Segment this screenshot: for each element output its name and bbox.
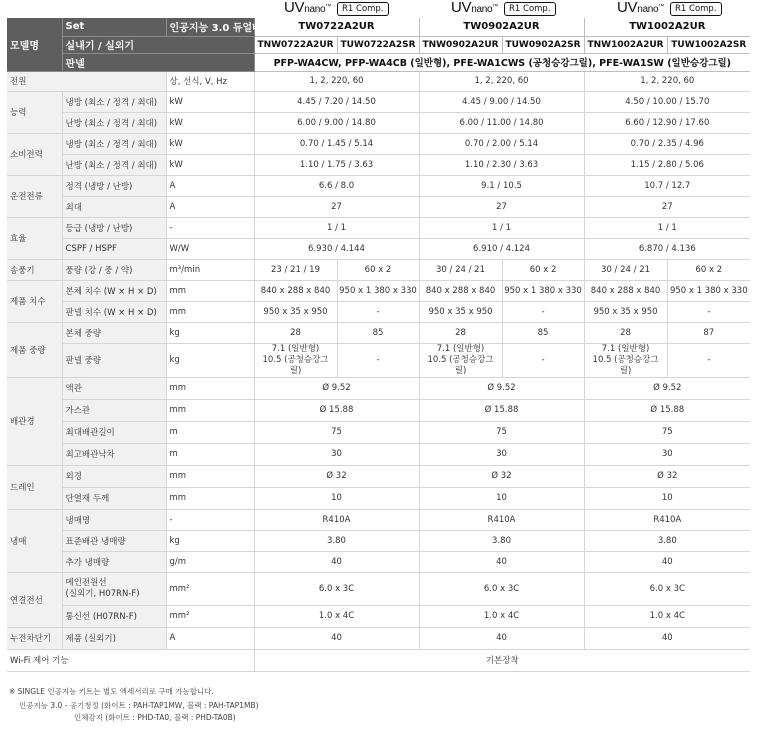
item-label: 난방 (최소 / 정격 / 최대) <box>62 154 166 175</box>
unit-cell: - <box>166 217 254 238</box>
item-label: 본체 치수 (W × H × D) <box>62 280 166 301</box>
category-label: 누전차단기 <box>7 627 62 649</box>
value-cell: 4.50 / 10.00 / 15.70 <box>584 91 750 112</box>
value-cell: Ø 32 <box>254 465 419 487</box>
value-cell: 30 <box>254 443 419 465</box>
value-cell: 7.1 (일반형) 10.5 (공청승강그릴) <box>254 343 337 377</box>
unit-cell: kg <box>166 343 254 377</box>
value-cell: 40 <box>254 551 419 572</box>
value-cell: 0.70 / 2.35 / 4.96 <box>584 133 750 154</box>
model-label: 모델명 <box>7 18 62 71</box>
value-cell: 27 <box>419 196 584 217</box>
item-label: 최대배관길이 <box>62 421 166 443</box>
value-cell: 4.45 / 9.00 / 14.50 <box>419 91 584 112</box>
value-cell: Ø 9.52 <box>584 377 750 399</box>
category-label: 소비전력 <box>7 133 62 175</box>
value-cell: 10 <box>419 487 584 509</box>
value-cell: 1.10 / 2.30 / 3.63 <box>419 154 584 175</box>
value-cell: 60 x 2 <box>502 259 584 280</box>
row-capacity-heat <box>7 112 750 133</box>
value-cell: 1.0 x 4C <box>419 605 584 627</box>
value-cell: 30 / 24 / 21 <box>419 259 502 280</box>
value-cell: 60 x 2 <box>667 259 750 280</box>
value-cell: 950 x 35 x 950 <box>254 301 337 322</box>
value-cell: 85 <box>337 322 419 343</box>
value-cell: - <box>667 301 750 322</box>
value-cell: 6.00 / 9.00 / 14.80 <box>254 112 419 133</box>
value-cell: 75 <box>584 421 750 443</box>
uvnano-badge: UVnano™ R1 Comp. <box>284 0 389 17</box>
value-cell: 30 / 24 / 21 <box>584 259 667 280</box>
value-cell: 10.7 / 12.7 <box>584 175 750 196</box>
row-weight-body <box>7 322 750 343</box>
value-cell: 9.1 / 10.5 <box>419 175 584 196</box>
r1-comp-tag: R1 Comp. <box>670 2 722 16</box>
value-cell: 6.60 / 12.90 / 17.60 <box>584 112 750 133</box>
value-cell: 75 <box>419 421 584 443</box>
unit-cell: mm <box>166 465 254 487</box>
row-dimension-panel <box>7 301 750 322</box>
row-consumption-heat <box>7 154 750 175</box>
value-cell: 1, 2, 220, 60 <box>254 71 419 91</box>
item-label: 액관 <box>62 377 166 399</box>
outdoor-label: 실내기 / 실외기 <box>62 36 254 53</box>
set-label: Set <box>62 18 166 36</box>
value-cell: 1, 2, 220, 60 <box>419 71 584 91</box>
category-label: 운전전류 <box>7 175 62 217</box>
item-label: 냉방 (최소 / 정격 / 최대) <box>62 133 166 154</box>
value-cell: 6.870 / 4.136 <box>584 238 750 259</box>
item-label: 통신선 (H07RN-F) <box>62 605 166 627</box>
row-breaker <box>7 627 750 649</box>
unit-cell: A <box>166 196 254 217</box>
value-cell: 40 <box>419 551 584 572</box>
category-label: 제품 중량 <box>7 322 62 377</box>
r1-comp-tag: R1 Comp. <box>337 2 389 16</box>
value-cell: 40 <box>419 627 584 649</box>
item-label: 가스관 <box>62 399 166 421</box>
value-cell: - <box>502 343 584 377</box>
value-cell: 1 / 1 <box>584 217 750 238</box>
value-cell: 1 / 1 <box>254 217 419 238</box>
row-dimension-body <box>7 280 750 301</box>
row-refrigerant-add <box>7 551 750 572</box>
uvnano-badge: UVnano™ R1 Comp. <box>617 0 722 17</box>
r1-comp-tag: R1 Comp. <box>504 2 556 16</box>
value-cell: 1.0 x 4C <box>254 605 419 627</box>
item-label: 제품 (실외기) <box>62 627 166 649</box>
row-refrigerant-name <box>7 509 750 530</box>
panel-label: 판넬 <box>62 53 254 71</box>
value-cell: 6.00 / 11.00 / 14.80 <box>419 112 584 133</box>
value-cell: 7.1 (일반형) 10.5 (공청승강그릴) <box>419 343 502 377</box>
row-drain-od <box>7 465 750 487</box>
value-cell: 950 x 35 x 950 <box>419 301 502 322</box>
unit-cell: 상, 선식, V, Hz <box>166 71 254 91</box>
value-cell: 6.0 x 3C <box>419 572 584 605</box>
value-cell: 87 <box>667 322 750 343</box>
category-label: Wi-Fi 제어 기능 <box>7 649 254 671</box>
value-cell: 6.930 / 4.144 <box>254 238 419 259</box>
unit-cell: m <box>166 443 254 465</box>
value-cell: 840 x 288 x 840 <box>254 280 337 301</box>
panel-value: PFP-WA4CW, PFP-WA4CB (일반형), PFE-WA1CWS (공청승강그릴), PFE-WA1SW (일반승강그릴) <box>254 53 750 71</box>
value-cell: Ø 9.52 <box>254 377 419 399</box>
value-cell: 28 <box>584 322 667 343</box>
header-row-units <box>7 36 750 53</box>
value-cell: 28 <box>254 322 337 343</box>
outdoor-model: TUW0902A2SR <box>502 36 584 53</box>
unit-cell: m³/min <box>166 259 254 280</box>
unit-cell: kW <box>166 154 254 175</box>
outdoor-model: TUW0722A2SR <box>337 36 419 53</box>
value-cell: Ø 15.88 <box>584 399 750 421</box>
value-cell: 6.910 / 4.124 <box>419 238 584 259</box>
unit-cell: kW <box>166 91 254 112</box>
value-cell: 950 x 35 x 950 <box>584 301 667 322</box>
unit-cell: - <box>166 509 254 530</box>
value-cell: - <box>667 343 750 377</box>
footnote: 인공지능 3.0 - 공기청정 (화이트 : PAH-TAP1MW, 블랙 : PAH-TAP1MB) <box>19 701 259 710</box>
unit-cell: mm <box>166 377 254 399</box>
value-cell: 1.15 / 2.80 / 5.06 <box>584 154 750 175</box>
value-cell: Ø 32 <box>419 465 584 487</box>
value-cell: 1.10 / 1.75 / 3.63 <box>254 154 419 175</box>
value-cell: 6.0 x 3C <box>254 572 419 605</box>
value-cell: 7.1 (일반형) 10.5 (공청승강그릴) <box>584 343 667 377</box>
value-cell: 23 / 21 / 19 <box>254 259 337 280</box>
unit-cell: mm <box>166 280 254 301</box>
item-label: 최고배관낙차 <box>62 443 166 465</box>
value-cell: - <box>502 301 584 322</box>
value-cell: Ø 15.88 <box>254 399 419 421</box>
row-capacity-cool <box>7 91 750 112</box>
value-cell: 60 x 2 <box>337 259 419 280</box>
row-refrigerant-std <box>7 530 750 551</box>
value-cell: - <box>337 301 419 322</box>
value-cell: 840 x 288 x 840 <box>419 280 502 301</box>
outdoor-model: TUW1002A2SR <box>667 36 750 53</box>
value-cell: 28 <box>419 322 502 343</box>
unit-cell: mm² <box>166 605 254 627</box>
value-cell: 30 <box>584 443 750 465</box>
row-airflow <box>7 259 750 280</box>
category-label: 전원 <box>7 71 166 91</box>
category-label: 배관경 <box>7 377 62 465</box>
unit-cell: W/W <box>166 238 254 259</box>
row-power <box>7 71 750 91</box>
value-cell: 40 <box>584 551 750 572</box>
row-wire-power <box>7 572 750 605</box>
product-badges <box>0 0 760 17</box>
unit-cell: mm <box>166 487 254 509</box>
footnote: ※ SINGLE 인공지능 키트는 별도 액세서리로 구매 가능합니다. <box>9 687 214 696</box>
indoor-model: TNW0722A2UR <box>254 36 337 53</box>
row-piping-gas <box>7 399 750 421</box>
unit-cell: kW <box>166 112 254 133</box>
value-cell: 840 x 288 x 840 <box>584 280 667 301</box>
value-cell: 27 <box>584 196 750 217</box>
footnote: 인체감지 (화이트 : PHD-TA0, 블랙 : PHD-TA0B) <box>74 713 236 722</box>
value-cell: 3.80 <box>419 530 584 551</box>
category-label: 드레인 <box>7 465 62 509</box>
row-weight-panel <box>7 343 750 377</box>
value-cell: 10 <box>584 487 750 509</box>
unit-cell: g/m <box>166 551 254 572</box>
value-cell: 40 <box>584 627 750 649</box>
value-cell: - <box>337 343 419 377</box>
value-cell: 기본장착 <box>254 649 750 671</box>
item-label: 풍량 (강 / 중 / 약) <box>62 259 166 280</box>
row-efficiency-cspf <box>7 238 750 259</box>
unit-cell: mm <box>166 301 254 322</box>
row-piping-liquid <box>7 377 750 399</box>
value-cell: Ø 9.52 <box>419 377 584 399</box>
row-efficiency-grade <box>7 217 750 238</box>
row-piping-maxh <box>7 443 750 465</box>
value-cell: 3.80 <box>584 530 750 551</box>
item-label: CSPF / HSPF <box>62 238 166 259</box>
value-cell: 30 <box>419 443 584 465</box>
set-model: TW0902A2UR <box>419 18 584 36</box>
value-cell: 6.6 / 8.0 <box>254 175 419 196</box>
value-cell: R410A <box>254 509 419 530</box>
value-cell: 0.70 / 2.00 / 5.14 <box>419 133 584 154</box>
value-cell: 1 / 1 <box>419 217 584 238</box>
value-cell: 3.80 <box>254 530 419 551</box>
set-desc: 인공지능 3.0 듀얼베인 1등급 <box>166 18 254 36</box>
item-label: 본체 중량 <box>62 322 166 343</box>
value-cell: 6.0 x 3C <box>584 572 750 605</box>
value-cell: 10 <box>254 487 419 509</box>
item-label: 냉방 (최소 / 정격 / 최대) <box>62 91 166 112</box>
item-label: 최대 <box>62 196 166 217</box>
category-label: 냉매 <box>7 509 62 572</box>
header-row-set <box>7 18 750 36</box>
row-consumption-cool <box>7 133 750 154</box>
unit-cell: kg <box>166 322 254 343</box>
value-cell: Ø 15.88 <box>419 399 584 421</box>
unit-cell: kW <box>166 133 254 154</box>
item-label: 추가 냉매량 <box>62 551 166 572</box>
value-cell: 0.70 / 1.45 / 5.14 <box>254 133 419 154</box>
value-cell: 950 x 1 380 x 330 <box>337 280 419 301</box>
set-model: TW1002A2UR <box>584 18 750 36</box>
row-wire-comm <box>7 605 750 627</box>
spec-table <box>7 18 750 672</box>
value-cell: R410A <box>584 509 750 530</box>
unit-cell: kg <box>166 530 254 551</box>
item-label: 냉매명 <box>62 509 166 530</box>
value-cell: 4.45 / 7.20 / 14.50 <box>254 91 419 112</box>
unit-cell: A <box>166 175 254 196</box>
indoor-model: TNW0902A2UR <box>419 36 502 53</box>
item-label: 난방 (최소 / 정격 / 최대) <box>62 112 166 133</box>
value-cell: 27 <box>254 196 419 217</box>
row-piping-maxlen <box>7 421 750 443</box>
set-model: TW0722A2UR <box>254 18 419 36</box>
row-wifi <box>7 649 750 671</box>
row-current-rated <box>7 175 750 196</box>
value-cell: 75 <box>254 421 419 443</box>
category-label: 능력 <box>7 91 62 133</box>
unit-cell: m <box>166 421 254 443</box>
row-drain-ins <box>7 487 750 509</box>
value-cell: 1, 2, 220, 60 <box>584 71 750 91</box>
indoor-model: TNW1002A2UR <box>584 36 667 53</box>
header-row-panel <box>7 53 750 71</box>
category-label: 효율 <box>7 217 62 259</box>
uvnano-badge: UVnano™ R1 Comp. <box>451 0 556 17</box>
value-cell: Ø 32 <box>584 465 750 487</box>
row-current-max <box>7 196 750 217</box>
value-cell: 40 <box>254 627 419 649</box>
unit-cell: mm² <box>166 572 254 605</box>
item-label: 판넬 치수 (W × H × D) <box>62 301 166 322</box>
value-cell: 1.0 x 4C <box>584 605 750 627</box>
category-label: 연결전선 <box>7 572 62 627</box>
item-label: 단열재 두께 <box>62 487 166 509</box>
value-cell: 85 <box>502 322 584 343</box>
item-label: 등급 (냉방 / 난방) <box>62 217 166 238</box>
item-label: 표준배관 냉매량 <box>62 530 166 551</box>
item-label: 외경 <box>62 465 166 487</box>
unit-cell: A <box>166 627 254 649</box>
unit-cell: mm <box>166 399 254 421</box>
value-cell: 950 x 1 380 x 330 <box>502 280 584 301</box>
item-label: 메인전원선 (실외기, H07RN-F) <box>62 572 166 605</box>
value-cell: 950 x 1 380 x 330 <box>667 280 750 301</box>
item-label: 판넬 중량 <box>62 343 166 377</box>
item-label: 정격 (냉방 / 난방) <box>62 175 166 196</box>
category-label: 제품 치수 <box>7 280 62 322</box>
value-cell: R410A <box>419 509 584 530</box>
category-label: 송풍기 <box>7 259 62 280</box>
